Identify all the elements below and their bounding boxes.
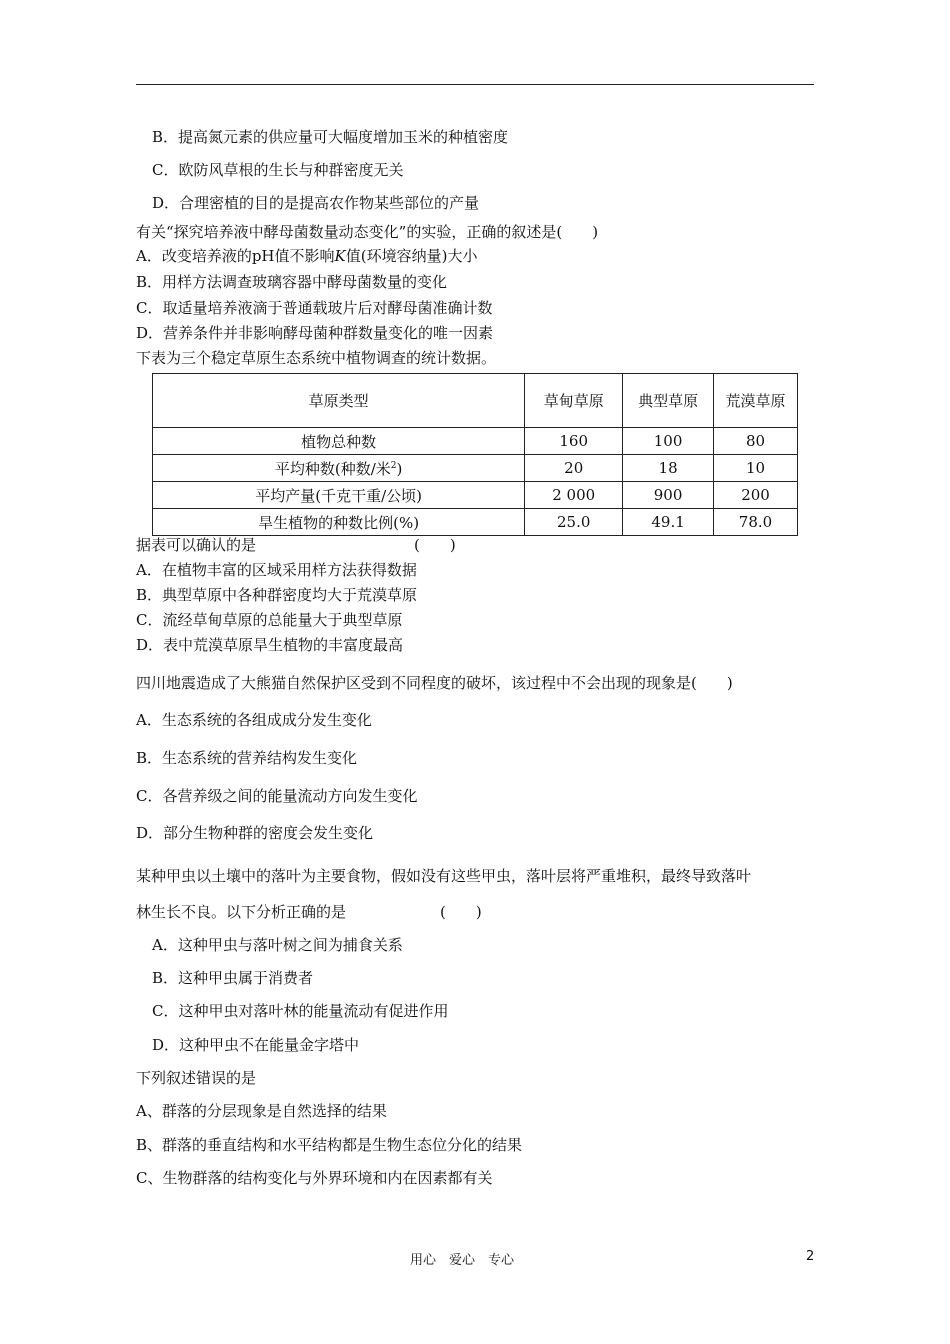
table-row [153,482,798,509]
table-cell: 900 [623,482,714,509]
q1-option-b: B．提高氮元素的供应量可大幅度增加玉米的种植密度 [152,128,509,146]
q3-option-c: C．流经草甸草原的总能量大于典型草原 [136,611,403,629]
q6-stem: 下列叙述错误的是 [136,1069,257,1087]
table-cell: 平均产量(千克干重/公顷) [153,482,525,509]
table-cell: 160 [525,428,623,455]
q5-option-d: D．这种甲虫不在能量金字塔中 [152,1036,360,1054]
q5-answer-paren: ( ) [440,903,482,921]
table-cell: 80 [714,428,798,455]
q4-option-c: C．各营养级之间的能量流动方向发生变化 [136,787,418,805]
q4-stem: 四川地震造成了大熊猫自然保护区受到不同程度的破坏，该过程中不会出现的现象是( ) [136,674,733,692]
table-header-cell: 草原类型 [153,374,525,428]
q3-stem: 据表可以确认的是 [136,536,257,554]
table-cell: 平均种数(种数/米$^2$) [153,455,525,482]
q5-option-c: C．这种甲虫对落叶林的能量流动有促进作用 [152,1002,449,1020]
table-row [153,455,798,482]
q4-option-d: D．部分生物种群的密度会发生变化 [136,824,374,842]
q2-option-a: A．改变培养液的pH值不影响K值(环境容纳量)大小 [136,247,478,265]
q3-option-d: D．表中荒漠草原旱生植物的丰富度最高 [136,636,404,654]
q4-option-a: A．生态系统的各组成成分发生变化 [136,711,372,729]
table-header-row [153,374,798,428]
table-cell: 18 [623,455,714,482]
table-cell: 100 [623,428,714,455]
grassland-data-table [152,373,798,536]
table-cell: 49.1 [623,509,714,536]
table-cell: 200 [714,482,798,509]
q3-option-a: A．在植物丰富的区域采用样方法获得数据 [136,561,417,579]
table-cell: 2 000 [525,482,623,509]
table-header-cell: 典型草原 [623,374,714,428]
q5-option-b: B．这种甲虫属于消费者 [152,969,314,987]
q1-option-c: C．欧防风草根的生长与种群密度无关 [152,161,404,179]
q2-option-c: C．取适量培养液滴于普通载玻片后对酵母菌准确计数 [136,299,493,317]
q1-option-d: D．合理密植的目的是提高农作物某些部位的产量 [152,194,480,212]
table-cell: 25.0 [525,509,623,536]
table-cell: 78.0 [714,509,798,536]
q2-stem: 有关“探究培养液中酵母菌数量动态变化”的实验，正确的叙述是( ) [136,223,599,241]
q4-option-b: B．生态系统的营养结构发生变化 [136,749,358,767]
table-row [153,428,798,455]
q2-option-b: B．用样方法调查玻璃容器中酵母菌数量的变化 [136,273,448,291]
footer-motto: 用心 爱心 专心 [410,1253,515,1268]
header-rule [136,84,814,85]
table-cell: 旱生植物的种数比例(%) [153,509,525,536]
q3-answer-paren: ( ) [414,536,456,554]
table-row [153,509,798,536]
table-cell: 10 [714,455,798,482]
q6-option-c: C、生物群落的结构变化与外界环境和内在因素都有关 [136,1169,493,1187]
q5-stem-line-1: 某种甲虫以土壤中的落叶为主要食物，假如没有这些甲虫，落叶层将严重堆积，最终导致落叶 [136,867,752,885]
table-cell: 植物总种数 [153,428,525,455]
table-header-cell: 荒漠草原 [714,374,798,428]
q5-option-a: A．这种甲虫与落叶树之间为捕食关系 [152,936,403,954]
q3-intro: 下表为三个稳定草原生态系统中植物调查的统计数据。 [136,349,497,367]
table-cell: 20 [525,455,623,482]
q2-option-d: D．营养条件并非影响酵母菌种群数量变化的唯一因素 [136,324,494,342]
q5-stem-line-2: 林生长不良。以下分析正确的是 [136,903,347,921]
q3-option-b: B．典型草原中各种群密度均大于荒漠草原 [136,586,418,604]
q6-option-b: B、群落的垂直结构和水平结构都是生物生态位分化的结果 [136,1136,523,1154]
page-number: 2 [806,1249,815,1264]
table-header-cell: 草甸草原 [525,374,623,428]
q6-option-a: A、群落的分层现象是自然选择的结果 [136,1102,387,1120]
